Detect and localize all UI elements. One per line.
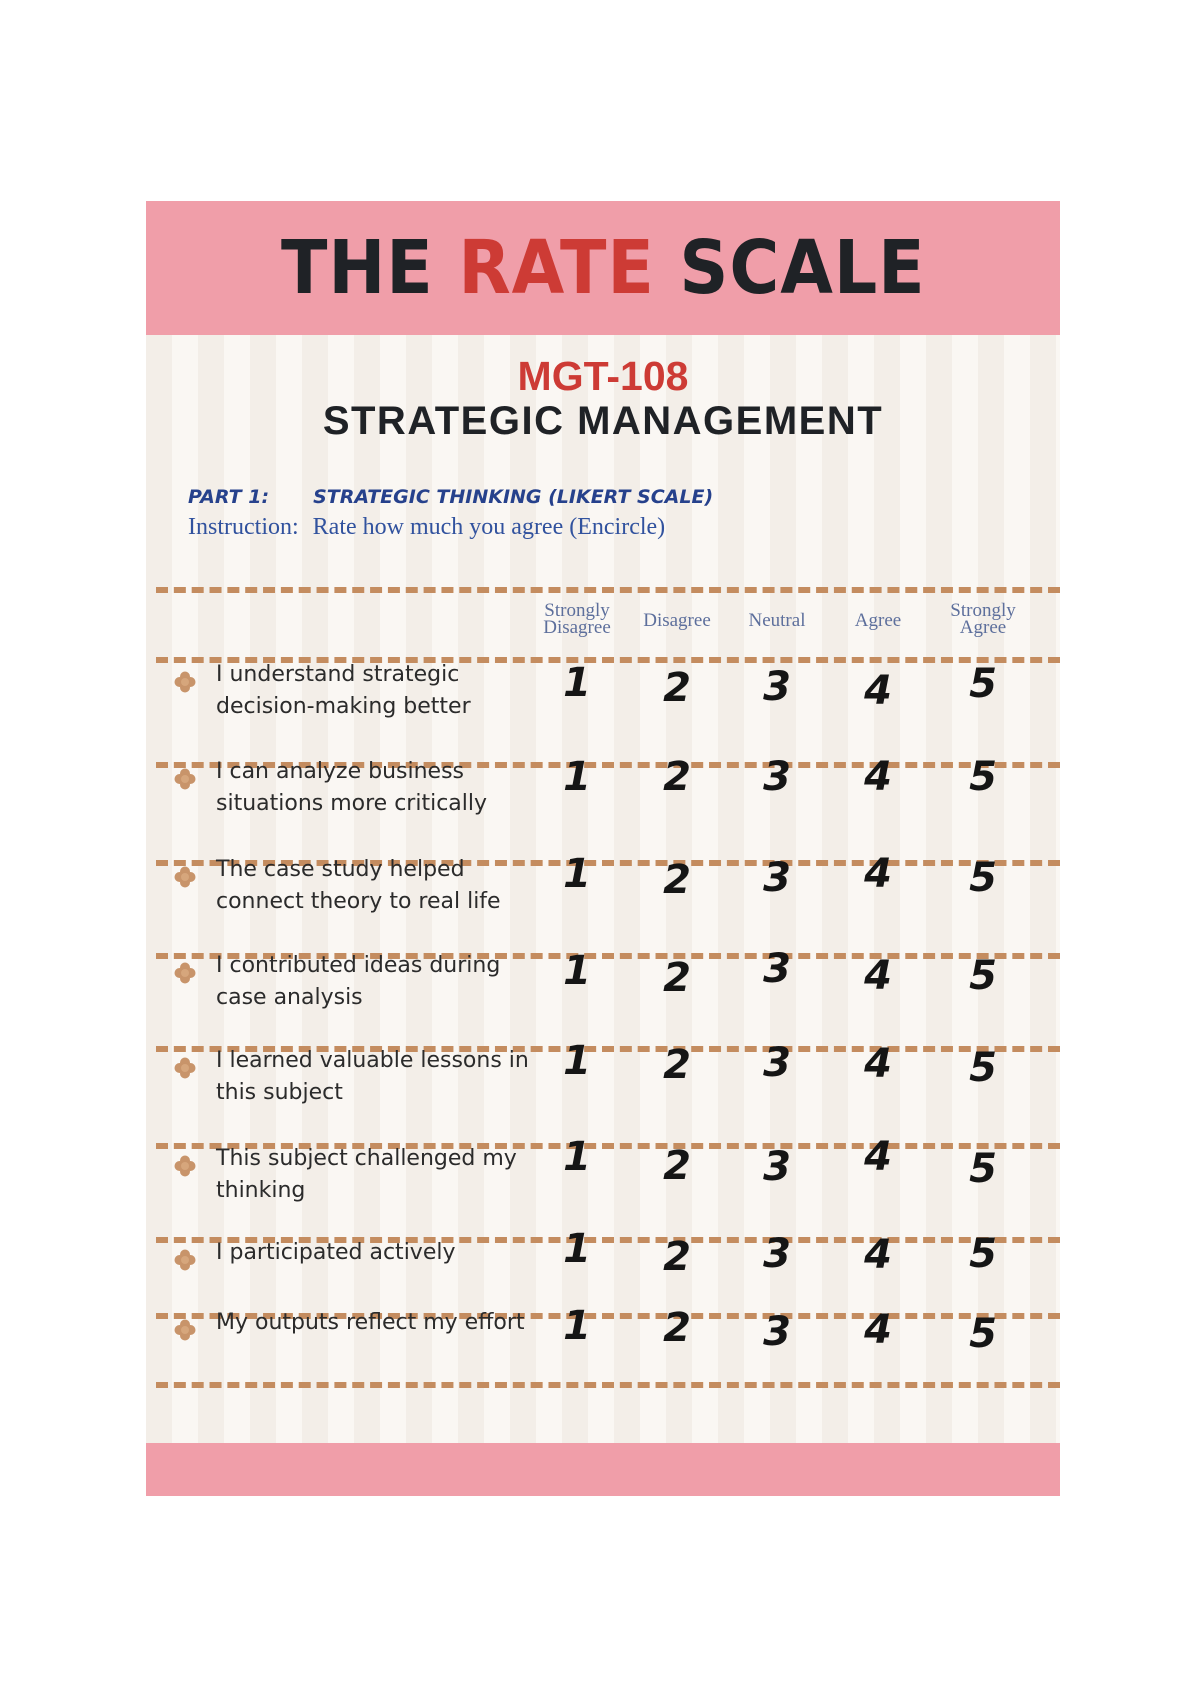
rating-option-3[interactable]: 3 (763, 754, 791, 800)
rating-option-3[interactable]: 3 (763, 1144, 791, 1190)
rating-option-2[interactable]: 2 (663, 754, 691, 800)
rating-option-3[interactable]: 3 (763, 1040, 791, 1086)
statement-text: The case study helped connect theory to real life (216, 857, 501, 914)
part-title: STRATEGIC THINKING (LIKERT SCALE) (313, 486, 714, 508)
footer-band (146, 1443, 1060, 1496)
rating-option-1[interactable]: 1 (563, 1038, 591, 1084)
flower-icon (173, 1318, 197, 1342)
statement-text: I participated actively (216, 1240, 456, 1265)
flower-icon (173, 670, 197, 694)
rating-option-2[interactable]: 2 (663, 1042, 691, 1088)
rating-option-1[interactable]: 1 (563, 1134, 591, 1180)
rating-option-2[interactable]: 2 (663, 1234, 691, 1280)
rating-option-3[interactable]: 3 (763, 664, 791, 710)
rating-option-5[interactable]: 5 (969, 1311, 997, 1357)
column-header: Disagree (643, 610, 711, 631)
rating-option-4[interactable]: 4 (864, 1041, 892, 1087)
flower-icon (173, 865, 197, 889)
rating-option-3[interactable]: 3 (763, 855, 791, 901)
dashed-divider (156, 587, 1060, 593)
column-header: Strongly Agree (950, 600, 1016, 638)
rating-option-2[interactable]: 2 (663, 857, 691, 903)
rating-option-4[interactable]: 4 (864, 754, 892, 800)
flower-icon (173, 1248, 197, 1272)
instruction-line (188, 514, 665, 541)
rating-option-2[interactable]: 2 (663, 1143, 691, 1189)
statement-text: This subject challenged my thinking (216, 1146, 517, 1203)
course-code: MGT-108 (517, 353, 689, 399)
rating-option-5[interactable]: 5 (969, 754, 997, 800)
flower-icon (173, 1154, 197, 1178)
rating-option-4[interactable]: 4 (864, 668, 892, 714)
rating-option-5[interactable]: 5 (969, 953, 997, 999)
rating-option-1[interactable]: 1 (563, 660, 591, 706)
rating-option-2[interactable]: 2 (663, 665, 691, 711)
rating-option-4[interactable]: 4 (864, 1232, 892, 1278)
rating-option-3[interactable]: 3 (763, 1309, 791, 1355)
title-part-scale: SCALE (679, 225, 926, 311)
instruction-label: Instruction: (188, 514, 299, 540)
column-header: Neutral (748, 610, 806, 631)
page-title (281, 225, 926, 311)
rating-option-4[interactable]: 4 (864, 851, 892, 897)
rating-option-5[interactable]: 5 (969, 1231, 997, 1277)
rating-option-3[interactable]: 3 (763, 946, 791, 992)
rating-option-3[interactable]: 3 (763, 1231, 791, 1277)
rating-option-1[interactable]: 1 (563, 754, 591, 800)
statement-text: I contributed ideas during case analysis (216, 953, 501, 1010)
title-part-the: THE (280, 225, 434, 311)
rating-option-5[interactable]: 5 (969, 1146, 997, 1192)
rating-option-2[interactable]: 2 (663, 1305, 691, 1351)
title-part-rate: RATE (458, 225, 655, 311)
rating-option-5[interactable]: 5 (969, 661, 997, 707)
rating-option-4[interactable]: 4 (864, 953, 892, 999)
course-name: STRATEGIC MANAGEMENT (322, 399, 884, 443)
rating-option-1[interactable]: 1 (563, 948, 591, 994)
flower-icon (173, 961, 197, 985)
statement-text: My outputs reflect my effort (216, 1310, 525, 1335)
statement-text: I can analyze business situations more critically (216, 759, 488, 816)
statement-text: I understand strategic decision-making better (216, 662, 471, 719)
rating-option-1[interactable]: 1 (563, 1226, 591, 1272)
title-banner (146, 201, 1060, 335)
rating-option-5[interactable]: 5 (969, 855, 997, 901)
statement-text: I learned valuable lessons in this subject (216, 1048, 529, 1105)
rating-option-1[interactable]: 1 (563, 851, 591, 897)
rating-option-4[interactable]: 4 (864, 1307, 892, 1353)
instruction-text: Rate how much you agree (Encircle) (312, 514, 666, 540)
part-label: PART 1: (188, 486, 270, 508)
column-header: Agree (854, 610, 902, 631)
flower-icon (173, 767, 197, 791)
rating-option-5[interactable]: 5 (969, 1045, 997, 1091)
rating-sheet (146, 201, 1060, 1496)
dashed-divider (156, 1382, 1060, 1388)
part-heading (188, 486, 713, 508)
rating-option-4[interactable]: 4 (864, 1134, 892, 1180)
rating-option-1[interactable]: 1 (563, 1303, 591, 1349)
flower-icon (173, 1056, 197, 1080)
column-header: Strongly Disagree (543, 600, 611, 638)
rating-option-2[interactable]: 2 (663, 955, 691, 1001)
